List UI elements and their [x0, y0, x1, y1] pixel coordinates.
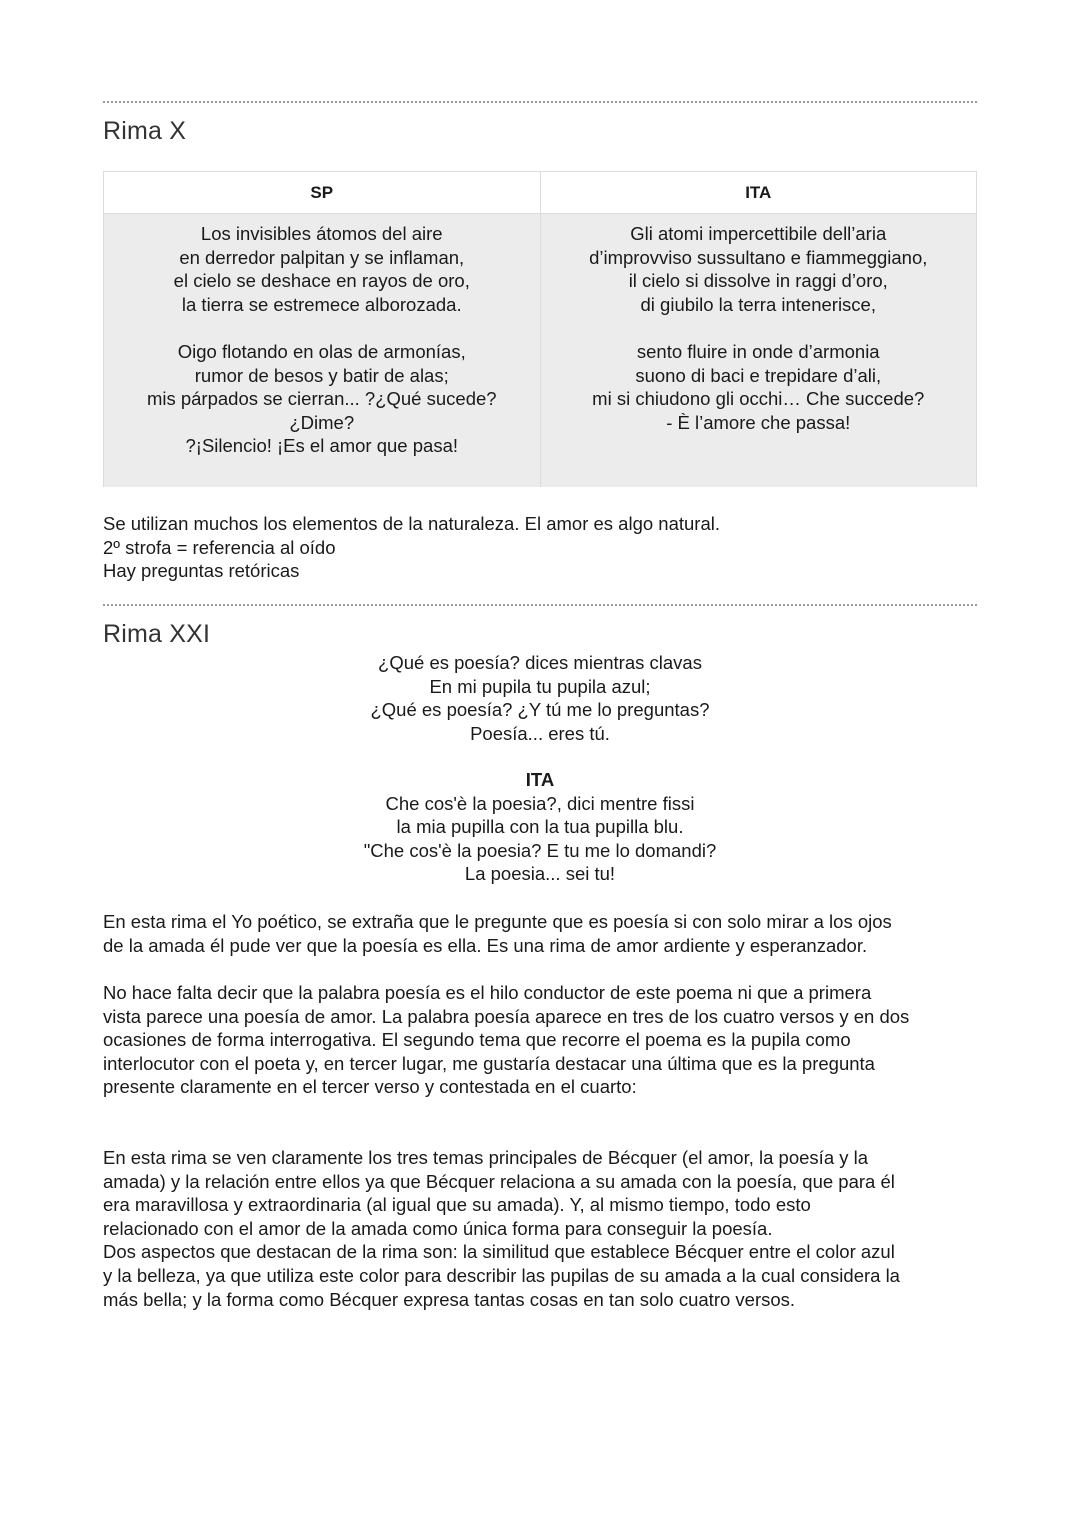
rima-x-heading: Rima X: [103, 117, 187, 145]
text-line: presente claramente en el tercer verso y contestada en el cuarto:: [103, 1076, 637, 1098]
analysis-paragraph-1: [103, 910, 977, 957]
verse-line: di giubilo la terra intenerisce,: [640, 293, 876, 315]
verse-line: il cielo si dissolve in raggi d’oro,: [628, 270, 888, 292]
translation-table: [103, 171, 977, 487]
divider-middle: [103, 604, 977, 606]
text-line: En esta rima el Yo poético, se extraña que le pregunte que es poesía si con solo mirar a los ojos: [103, 911, 892, 932]
verse-line: la tierra se estremece alborozada.: [181, 293, 462, 315]
verse-line: rumor de besos y batir de alas;: [194, 364, 449, 386]
text-line: Dos aspectos que destacan de la rima son: la similitud que establece Bécquer entre el color azul: [103, 1241, 895, 1263]
table-header-row: [104, 172, 976, 214]
verse-line: En mi pupila tu pupila azul;: [429, 675, 651, 697]
verse-line: Gli atomi impercettibile dell’aria: [630, 223, 887, 244]
ita-stanza-2: [541, 340, 977, 434]
ita-stanza-1: [541, 222, 977, 316]
analysis-paragraph-3: [103, 1146, 977, 1311]
column-sp: [104, 214, 540, 487]
verse-line: d’improvviso sussultano e fiammeggiano,: [589, 246, 928, 268]
note-line: Hay preguntas retóricas: [103, 560, 300, 582]
header-ita: ITA: [540, 172, 977, 213]
verse-line: mi si chiudono gli occhi… Che succede?: [592, 388, 925, 410]
sp-stanza-2: [104, 340, 540, 458]
rima-x-notes: [103, 512, 977, 583]
text-line: de la amada él pude ver que la poesía es ella. Es una rima de amor ardiente y esperanzador.: [103, 934, 868, 956]
analysis-paragraph-2: [103, 981, 977, 1099]
verse-line: el cielo se deshace en rayos de oro,: [173, 270, 470, 292]
verse-line: Poesía... eres tú.: [470, 722, 610, 744]
column-ita: [540, 214, 977, 487]
verse-line: La poesia... sei tu!: [464, 863, 616, 885]
verse-line: - È l’amore che passa!: [666, 411, 851, 433]
text-line: No hace falta decir que la palabra poesía es el hilo conductor de este poema ni que a primera: [103, 982, 872, 1003]
verse-line: ¿Qué es poesía? ¿Y tú me lo preguntas?: [370, 699, 710, 721]
note-line: 2º strofa = referencia al oído: [103, 536, 336, 558]
text-line: más bella; y la forma como Bécquer expresa tantas cosas en tan solo cuatro versos.: [103, 1288, 796, 1310]
verse-line: sento fluire in onde d’armonia: [636, 340, 880, 362]
verse-line: ¿Dime?: [289, 411, 355, 433]
note-line: Se utilizan muchos los elementos de la naturaleza. El amor es algo natural.: [103, 513, 721, 534]
text-line: relacionado con el amor de la amada como única forma para conseguir la poesía.: [103, 1217, 773, 1239]
sp-stanza-1: [104, 222, 540, 316]
verse-line: ?¡Silencio! ¡Es el amor que pasa!: [185, 435, 458, 457]
verse-line: suono di baci e trepidare d’ali,: [635, 364, 882, 386]
text-line: En esta rima se ven claramente los tres temas principales de Bécquer (el amor, la poesía y la: [103, 1147, 869, 1168]
header-sp: SP: [310, 183, 334, 202]
text-line: ocasiones de forma interrogativa. El segundo tema que recorre el poema es la pupila como: [103, 1029, 851, 1051]
text-line: amada) y la relación entre ellos ya que Bécquer relaciona a su amada con la poesía, que para él: [103, 1170, 895, 1192]
ita-label: ITA: [525, 769, 555, 790]
text-line: interlocutor con el poeta y, en tercer lugar, me gustaría destacar una última que es la pregunta: [103, 1052, 875, 1074]
poem-spanish: [103, 651, 977, 745]
rima-xxi-heading: Rima XXI: [103, 620, 211, 648]
verse-line: Oigo flotando en olas de armonías,: [177, 340, 466, 362]
verse-line: mis párpados se cierran... ?¿Qué sucede?: [146, 388, 497, 410]
text-line: era maravillosa y extraordinaria (al igual que su amada). Y, al mismo tiempo, todo esto: [103, 1194, 811, 1216]
text-line: y la belleza, ya que utiliza este color para describir las pupilas de su amada a la cual considera la: [103, 1264, 900, 1286]
verse-line: Los invisibles átomos del aire: [200, 223, 443, 244]
text-line: vista parece una poesía de amor. La palabra poesía aparece en tres de los cuatro versos y en dos: [103, 1005, 910, 1027]
table-body-row: [104, 214, 976, 487]
divider-top: [103, 101, 977, 103]
verse-line: ¿Qué es poesía? dices mientras clavas: [378, 652, 702, 673]
poem-italian: [103, 768, 977, 886]
verse-line: en derredor palpitan y se inflaman,: [179, 246, 465, 268]
verse-line: "Che cos'è la poesia? E tu me lo domandi?: [363, 839, 717, 861]
verse-line: la mia pupilla con la tua pupilla blu.: [396, 816, 684, 838]
verse-line: Che cos'è la poesia?, dici mentre fissi: [385, 792, 695, 814]
